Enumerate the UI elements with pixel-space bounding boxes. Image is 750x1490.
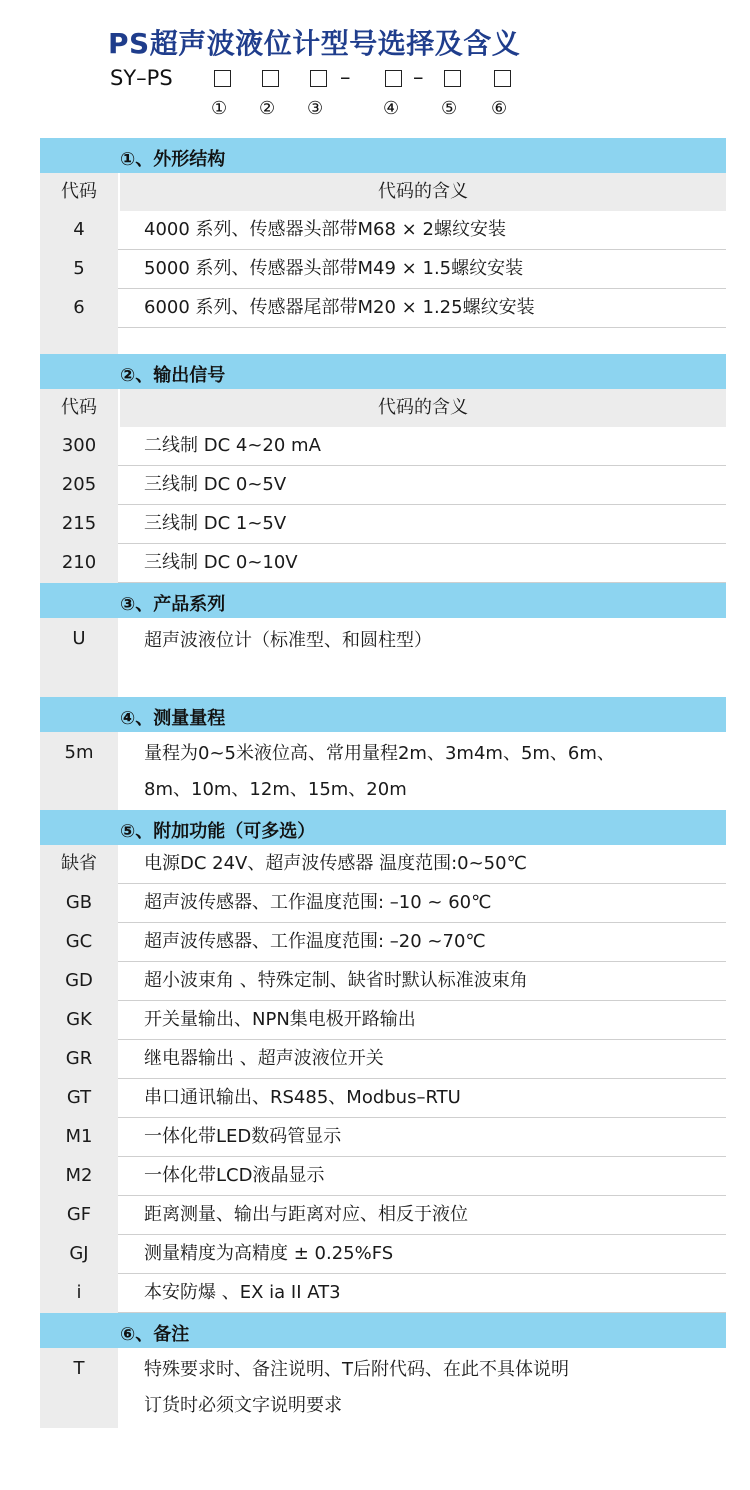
- row-meaning: 开关量输出、NPN集电极开路输出: [118, 1001, 726, 1040]
- row-code: i: [40, 1274, 118, 1313]
- row-code: 6: [40, 289, 118, 328]
- row-meaning: 5000 系列、传感器头部带M49 × 1.5螺纹安装: [118, 250, 726, 289]
- row-code: GB: [40, 884, 118, 923]
- row-meaning: 一体化带LCD液晶显示: [118, 1157, 726, 1196]
- column-header: [40, 389, 726, 427]
- row-code: GF: [40, 1196, 118, 1235]
- table-row: [40, 618, 726, 697]
- table-row: [40, 544, 726, 583]
- table-row: [40, 1157, 726, 1196]
- section-header: [40, 583, 726, 618]
- table-row: [40, 732, 726, 810]
- row-meaning-line: 8m、10m、12m、15m、20m: [144, 779, 407, 800]
- table-row: [40, 923, 726, 962]
- row-meaning-line: 量程为0~5米液位高、常用量程2m、3m4m、5m、6m、: [144, 743, 615, 764]
- table-row: [40, 505, 726, 544]
- position-number: ②: [259, 98, 276, 119]
- section-title: ④、测量量程: [120, 708, 226, 729]
- row-code: GJ: [40, 1235, 118, 1274]
- row-code: 215: [40, 505, 118, 544]
- row-meaning: 一体化带LED数码管显示: [118, 1118, 726, 1157]
- row-code: 210: [40, 544, 118, 583]
- row-code: 300: [40, 427, 118, 466]
- table-row: [40, 466, 726, 505]
- row-code: T: [40, 1348, 118, 1428]
- table-row: [40, 1001, 726, 1040]
- row-meaning: 超声波传感器、工作温度范围: –10 ~ 60℃: [118, 884, 726, 923]
- table-row: [40, 1348, 726, 1428]
- row-meaning: 二线制 DC 4~20 mA: [118, 427, 726, 466]
- code-box-2: [262, 70, 279, 87]
- table-row: [40, 250, 726, 289]
- table-row: [40, 289, 726, 328]
- model-dash: –: [413, 65, 424, 89]
- row-code: M2: [40, 1157, 118, 1196]
- table-row: [40, 1235, 726, 1274]
- page-title: PS超声波液位计型号选择及含义: [108, 27, 521, 60]
- row-code: 5m: [40, 732, 118, 810]
- row-meaning: 测量精度为高精度 ± 0.25%FS: [118, 1235, 726, 1274]
- position-number: ⑤: [441, 98, 458, 119]
- row-code: U: [40, 618, 118, 697]
- code-box-4: [385, 70, 402, 87]
- section-title: ③、产品系列: [120, 594, 226, 615]
- row-meaning: [118, 1348, 726, 1428]
- row-meaning: 电源DC 24V、超声波传感器 温度范围:0~50℃: [118, 845, 726, 884]
- row-meaning: 串口通讯输出、RS485、Modbus–RTU: [118, 1079, 726, 1118]
- column-code-label: 代码: [40, 173, 118, 211]
- row-code: GD: [40, 962, 118, 1001]
- row-meaning-line: 特殊要求时、备注说明、T后附代码、在此不具体说明: [144, 1359, 569, 1380]
- table-row: [40, 1118, 726, 1157]
- code-box-5: [444, 70, 461, 87]
- column-meaning-label: 代码的含义: [120, 173, 726, 211]
- section-header: [40, 138, 726, 173]
- table-row: [40, 845, 726, 884]
- row-code: 5: [40, 250, 118, 289]
- spec-table: [40, 138, 726, 1428]
- code-box-6: [494, 70, 511, 87]
- row-code: 缺省: [40, 845, 118, 884]
- section-header: [40, 697, 726, 732]
- code-box-3: [310, 70, 327, 87]
- table-row: [40, 884, 726, 923]
- section-header: [40, 810, 726, 845]
- position-number: ⑥: [491, 98, 508, 119]
- row-code: GR: [40, 1040, 118, 1079]
- position-number: ④: [383, 98, 400, 119]
- column-header: [40, 173, 726, 211]
- position-number: ③: [307, 98, 324, 119]
- section-title: ②、输出信号: [120, 365, 226, 386]
- table-row: [40, 1079, 726, 1118]
- table-row: [40, 1196, 726, 1235]
- row-code: GT: [40, 1079, 118, 1118]
- row-meaning: 三线制 DC 1~5V: [118, 505, 726, 544]
- row-meaning: 超小波束角 、特殊定制、缺省时默认标准波束角: [118, 962, 726, 1001]
- position-number: ①: [211, 98, 228, 119]
- row-meaning: 三线制 DC 0~10V: [118, 544, 726, 583]
- row-meaning: 超声波传感器、工作温度范围: –20 ~70℃: [118, 923, 726, 962]
- section-title: ⑥、备注: [120, 1324, 190, 1345]
- row-meaning: [118, 732, 726, 810]
- row-code: GK: [40, 1001, 118, 1040]
- row-meaning: 6000 系列、传感器尾部带M20 × 1.25螺纹安装: [118, 289, 726, 328]
- row-meaning: 距离测量、输出与距离对应、相反于液位: [118, 1196, 726, 1235]
- table-row: [40, 427, 726, 466]
- section-header: [40, 1313, 726, 1348]
- table-row: [40, 1040, 726, 1079]
- row-meaning: 三线制 DC 0~5V: [118, 466, 726, 505]
- table-row: [40, 962, 726, 1001]
- table-spacer: [40, 328, 726, 354]
- row-meaning: 4000 系列、传感器头部带M68 × 2螺纹安装: [118, 211, 726, 250]
- row-code: GC: [40, 923, 118, 962]
- code-box-1: [214, 70, 231, 87]
- model-prefix: SY–PS: [110, 66, 173, 90]
- row-meaning: 本安防爆 、EX ia II AT3: [118, 1274, 726, 1313]
- table-row: [40, 211, 726, 250]
- row-code: 4: [40, 211, 118, 250]
- section-header: [40, 354, 726, 389]
- row-code: 205: [40, 466, 118, 505]
- row-code: M1: [40, 1118, 118, 1157]
- row-meaning-line: 订货时必须文字说明要求: [144, 1395, 342, 1416]
- row-meaning: 继电器输出 、超声波液位开关: [118, 1040, 726, 1079]
- section-title: ①、外形结构: [120, 149, 226, 170]
- table-row: [40, 1274, 726, 1313]
- model-dash: –: [340, 65, 351, 89]
- column-meaning-label: 代码的含义: [120, 389, 726, 427]
- column-code-label: 代码: [40, 389, 118, 427]
- section-title: ⑤、附加功能（可多选）: [120, 821, 316, 842]
- row-meaning: 超声波液位计（标准型、和圆柱型）: [144, 630, 432, 651]
